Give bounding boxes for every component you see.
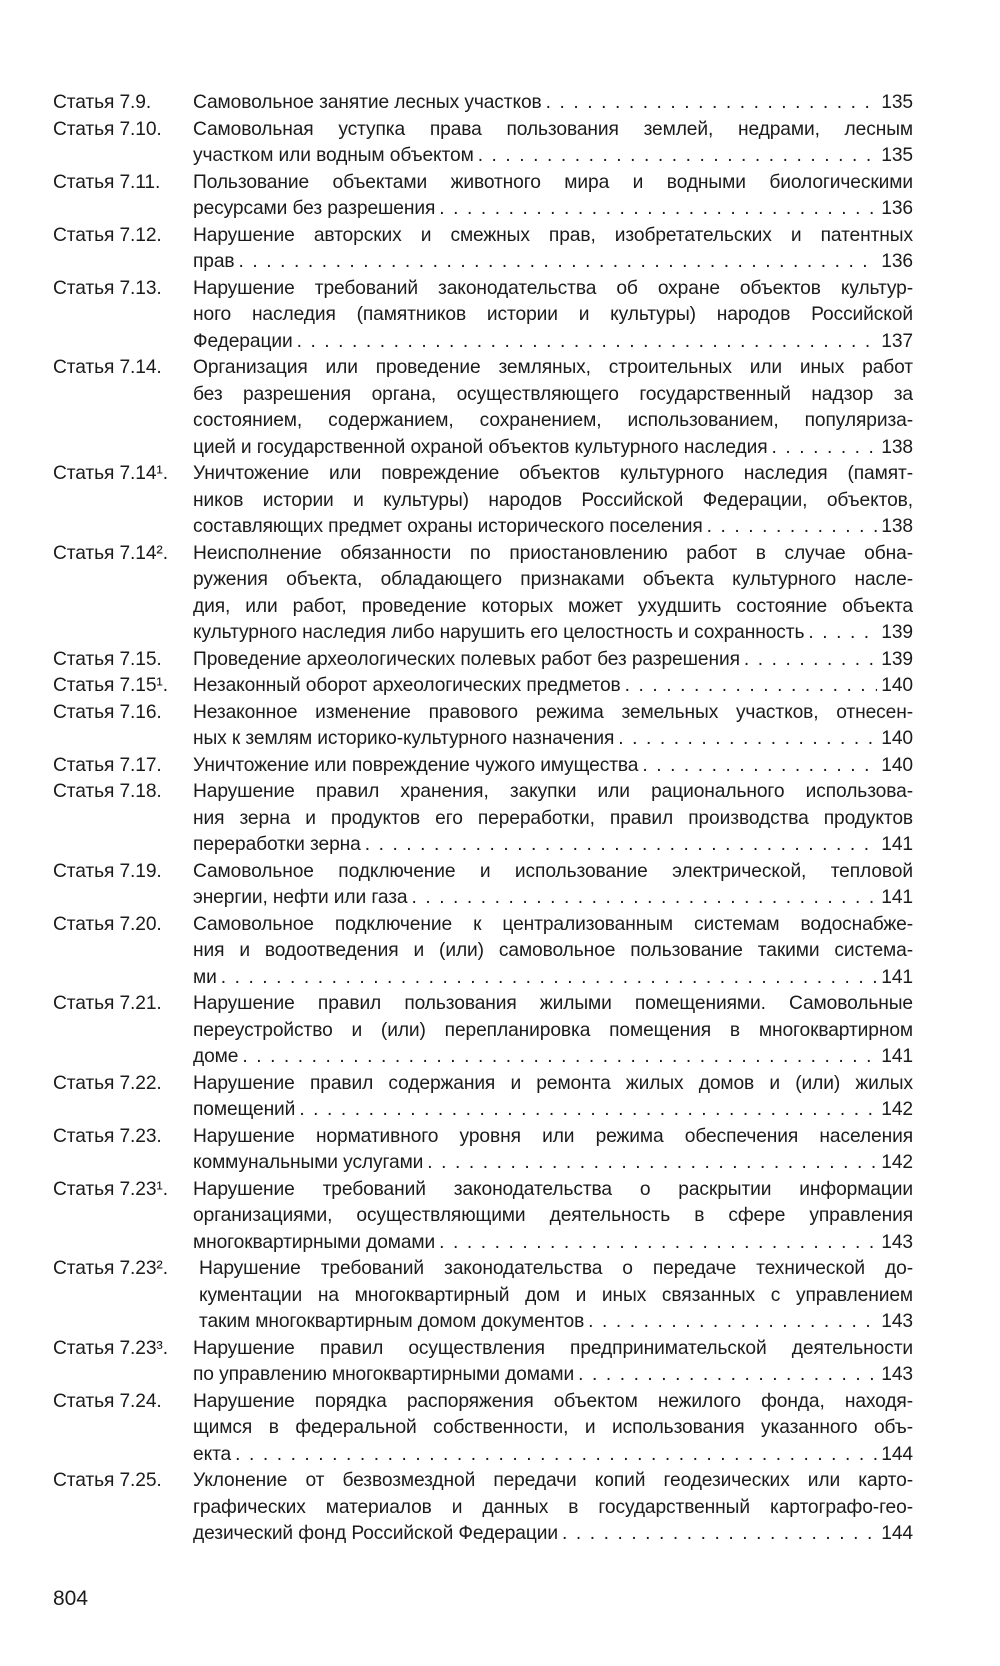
toc-entry-title-line: участком или водным объектом [193,145,474,166]
dot-leader [808,620,877,647]
toc-entry-title-line: ружения объекта, обладающего признаками объекта культурного насле- [193,569,913,590]
toc-entry-title-last-line [193,196,913,223]
toc-entry-title-last-line [193,885,913,912]
toc-entry-title-line: ного наследия (памятников истории и культуры) народов Российской [193,304,913,325]
toc-entry-page: 143 [881,1231,913,1253]
toc-entry [53,1071,913,1124]
toc-entry-title-line: состоянием, содержанием, сохранением, использованием, популяриза- [193,410,913,431]
toc-entry-label: Статья 7.20. [53,913,162,935]
toc-entry-title-last-line [193,965,913,992]
toc-entry-page: 136 [881,251,913,272]
toc-entry-title-line: Проведение археологических полевых работ без разрешения [193,648,740,670]
dot-leader [235,1442,877,1469]
toc-entry-label: Статья 7.21. [53,993,162,1014]
toc-entry-title-last-line [193,753,913,780]
toc-entry-title-line: составляющих предмет охраны исторического поселения [193,516,703,537]
toc-entry-title [193,779,913,859]
toc-entry-title-line: Неисполнение обязанности по приостановлению работ в случае обна- [193,542,913,564]
toc-entry-title [193,647,913,674]
toc-entry-title [193,700,913,753]
dot-leader [439,1230,877,1257]
toc-entry [53,753,913,780]
toc-entry [53,1177,913,1257]
toc-entry-title [193,1468,913,1548]
toc-entry-page: 140 [881,754,913,776]
toc-entry-title-line: Незаконное изменение правового режима земельных участков, отнесен- [193,701,913,723]
toc-entry-label: Статья 7.14². [53,542,168,564]
toc-entry [53,1336,913,1389]
toc-entry-label: Статья 7.9. [53,92,152,113]
toc-entry [53,1124,913,1177]
dot-leader [297,329,878,356]
toc-entry-page: 141 [881,966,913,988]
toc-entry-title-last-line [193,1442,913,1469]
dot-leader [427,1150,877,1177]
toc-entry [53,1256,913,1336]
toc-entry-title-last-line [193,1044,913,1071]
toc-entry-title [193,223,913,276]
toc-entry-title-line: Нарушение нормативного уровня или режима обеспечения населения [193,1125,913,1147]
toc-entry-title-line: Самовольное занятие лесных участков [193,92,542,113]
toc-entry-title-last-line [193,647,913,674]
toc-entry-title-line: Нарушение авторских и смежных прав, изобретательских и патентных [193,224,913,246]
toc-entry-title-last-line [193,143,913,170]
toc-entry-title-line: дезический фонд Российской Федерации [193,1523,559,1544]
toc-entry-title [193,673,913,700]
table-of-contents [53,90,913,1548]
dot-leader [642,753,877,780]
toc-entry-page: 141 [881,887,913,908]
toc-entry [53,276,913,356]
toc-entry-label: Статья 7.10. [53,118,162,140]
toc-entry [53,461,913,541]
toc-entry-label: Статья 7.23². [53,1258,168,1279]
toc-entry-title [193,355,913,461]
toc-entry-title [193,170,913,223]
dot-leader [239,249,878,276]
dot-leader [625,673,878,700]
toc-entry-title-line: Нарушение порядка распоряжения объектом нежилого фонда, находя- [193,1390,913,1412]
toc-entry-page: 139 [881,648,913,670]
toc-entry-title-line: Уничтожение или повреждение объектов культурного наследия (памят- [193,463,913,484]
toc-entry-title-line: цией и государственной охраной объектов культурного наследия [193,436,768,458]
toc-entry-title-line: Нарушение правил хранения, закупки или рационального использова- [193,781,913,802]
page-number: 804 [53,1587,89,1610]
toc-entry-title [193,117,913,170]
toc-entry-title-line: без разрешения органа, осуществляющего государственный надзор за [193,383,913,405]
toc-entry-title-line: ресурсами без разрешения [193,198,436,219]
dot-leader [221,965,878,992]
toc-entry-title-line: Незаконный оборот археологических предметов [193,675,621,696]
toc-entry [53,117,913,170]
toc-entry-title-last-line [193,1521,913,1548]
toc-entry-label: Статья 7.25. [53,1470,162,1491]
toc-entry [53,355,913,461]
toc-entry-label: Статья 7.15. [53,648,162,670]
toc-entry-title-last-line [193,1097,913,1124]
toc-entry-title [193,1124,913,1177]
toc-entry-label: Статья 7.23¹. [53,1178,168,1200]
toc-entry-label: Статья 7.24. [53,1390,162,1412]
toc-entry-title-line: Уничтожение или повреждение чужого имущества [193,754,639,776]
toc-entry-title-last-line [193,1362,913,1389]
toc-entry-page: 144 [881,1443,913,1465]
toc-entry-page: 141 [881,834,913,855]
dot-leader [365,832,878,859]
toc-entry-title-line: Нарушение правил осуществления предпринимательской деятельности [193,1337,913,1359]
dot-leader [478,143,878,170]
toc-entry-title-last-line [193,514,913,541]
dot-leader [772,435,878,462]
toc-entry-page: 135 [881,92,913,113]
toc-entry-label: Статья 7.23³. [53,1337,168,1359]
toc-entry-title-line: культурного наследия либо нарушить его целостность и сохранность [193,622,805,643]
toc-entry-title-line: Федерации [193,330,293,352]
dot-leader [744,647,877,674]
toc-entry-label: Статья 7.23. [53,1125,162,1147]
toc-entry-title-line: дия, или работ, проведение которых может ухудшить состояние объекта [193,595,913,617]
toc-entry-label: Статья 7.11. [53,171,161,193]
toc-entry-title-line: переработки зерна [193,834,361,855]
toc-entry-title [193,461,913,541]
toc-entry-title-last-line [199,1309,913,1336]
toc-entry-title [193,1389,913,1469]
toc-entry-title-last-line [193,249,913,276]
dot-leader [299,1097,877,1124]
toc-entry [53,1468,913,1548]
toc-entry-title-last-line [193,90,913,117]
toc-entry-page: 142 [881,1152,913,1173]
toc-entry-title [193,1256,913,1336]
toc-entry [53,912,913,992]
toc-entry-title [193,753,913,780]
toc-entry-title-last-line [193,620,913,647]
toc-entry-title [193,1336,913,1389]
toc-entry [53,647,913,674]
dot-leader [411,885,877,912]
toc-entry-title-last-line [193,1230,913,1257]
toc-entry-title-line: многоквартирными домами [193,1231,436,1253]
toc-entry-title-line: Самовольная уступка права пользования землей, недрами, лесным [193,118,913,140]
toc-entry-page: 143 [881,1364,913,1385]
toc-entry [53,170,913,223]
dot-leader [588,1309,877,1336]
toc-entry-title-line: Нарушение правил пользования жилыми помещениями. Самовольные [193,993,913,1014]
toc-entry-title-line: Нарушение правил содержания и ремонта жилых домов и (или) жилых [193,1072,913,1094]
toc-entry-label: Статья 7.13. [53,277,162,299]
toc-entry-label: Статья 7.12. [53,224,162,246]
toc-entry-title-last-line [193,435,913,462]
toc-entry-label: Статья 7.19. [53,860,162,882]
toc-entry-page: 138 [881,436,913,458]
toc-entry-title-line: ния зерна и продуктов его переработки, правил производства продуктов [193,807,913,829]
toc-entry-page: 137 [881,330,913,352]
toc-entry-title [193,541,913,647]
toc-entry-title-line: переустройство и (или) перепланировка помещения в многоквартирном [193,1019,913,1041]
toc-entry-label: Статья 7.16. [53,701,162,723]
toc-entry-title-line: доме [193,1046,239,1067]
toc-entry-page: 140 [881,675,913,696]
toc-entry-title-line: таким многоквартирным домом документов [199,1311,585,1332]
toc-entry-title [193,1071,913,1124]
toc-entry-title-line: энергии, нефти или газа [193,887,408,908]
toc-entry-title-line: ния и водоотведения и (или) самовольное пользование такими система- [193,940,913,961]
toc-entry-title [193,991,913,1071]
toc-entry [53,779,913,859]
toc-entry-title-line: кументации на многоквартирный дом и иных связанных с управлением [199,1284,913,1306]
dot-leader [562,1521,877,1548]
toc-entry-label: Статья 7.15¹. [53,675,168,696]
dot-leader [707,514,878,541]
toc-entry-title-line: Нарушение требований законодательства о раскрытии информации [193,1178,913,1200]
toc-entry-title-line: Самовольное подключение и использование электрической, тепловой [193,860,913,882]
toc-entry-title-last-line [193,726,913,753]
toc-entry-title-line: организациями, осуществляющими деятельность в сфере управления [193,1205,913,1226]
toc-entry [53,700,913,753]
toc-entry-title-line: Нарушение требований законодательства об охране объектов культур- [193,277,913,299]
toc-entry-title [193,276,913,356]
toc-entry [53,541,913,647]
toc-entry-title [193,859,913,912]
toc-entry-label: Статья 7.14. [53,357,162,378]
toc-entry-title-last-line [193,329,913,356]
toc-entry [53,1389,913,1469]
toc-entry [53,90,913,117]
toc-entry [53,991,913,1071]
toc-entry-label: Статья 7.22. [53,1072,162,1094]
toc-entry-page: 144 [881,1523,913,1544]
toc-entry-title-line: ми [193,966,217,988]
toc-entry-title-line: по управлению многоквартирными домами [193,1364,575,1385]
toc-entry-title-line: прав [193,251,235,272]
toc-entry-page: 143 [881,1311,913,1332]
toc-entry-page: 136 [881,198,913,219]
toc-entry-page: 139 [881,622,913,643]
toc-entry-title-last-line [193,1150,913,1177]
toc-entry-title-line: графических материалов и данных в государственный картографо-гео- [193,1496,913,1518]
toc-entry-page: 141 [881,1046,913,1067]
dot-leader [439,196,877,223]
toc-entry-title [193,1177,913,1257]
toc-entry-page: 135 [881,145,913,166]
toc-entry-title-line: екта [193,1443,232,1465]
toc-entry-title-last-line [193,832,913,859]
toc-entry-title-line: Организация или проведение земляных, строительных или иных работ [193,357,913,378]
toc-entry-title [193,90,913,117]
toc-entry-label: Статья 7.14¹. [53,463,168,484]
toc-entry-title-line: коммунальными услугами [193,1152,424,1173]
toc-entry-title-line: ников истории и культуры) народов Российской Федерации, объектов, [193,489,913,511]
toc-entry-page: 140 [881,728,913,749]
toc-entry-title-line: Уклонение от безвозмездной передачи копий геодезических или карто- [193,1470,913,1491]
dot-leader [618,726,877,753]
toc-entry-title-line: помещений [193,1099,296,1120]
toc-entry [53,859,913,912]
toc-entry-title-last-line [193,673,913,700]
toc-entry-title-line: щимся в федеральной собственности, и использования указанного объ- [193,1417,913,1438]
toc-entry [53,673,913,700]
toc-entry-title-line: ных к землям историко-культурного назначения [193,728,615,749]
toc-entry-label: Статья 7.18. [53,781,162,802]
dot-leader [578,1362,877,1389]
toc-entry-title-line: Самовольное подключение к централизованным системам водоснабже- [193,913,913,935]
toc-entry-page: 142 [881,1099,913,1120]
toc-entry [53,223,913,276]
dot-leader [546,90,878,117]
toc-entry-title [193,912,913,992]
toc-entry-title-line: Пользование объектами животного мира и водными биологическими [193,171,913,193]
toc-entry-label: Статья 7.17. [53,754,162,776]
dot-leader [242,1044,877,1071]
toc-entry-title-line: Нарушение требований законодательства о передаче технической до- [199,1258,913,1279]
toc-entry-page: 138 [881,516,913,537]
